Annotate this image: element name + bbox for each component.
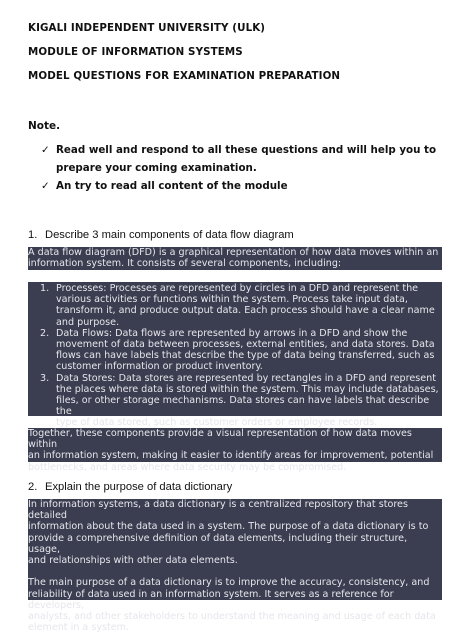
note-item-1-continuation: prepare your coming examination. xyxy=(56,162,257,174)
list-item-line: Data Flows: Data flows are represented by arrows in a DFD and show the xyxy=(56,327,408,339)
module-title: MODULE OF INFORMATION SYSTEMS xyxy=(28,46,243,58)
note-item-2-text: An try to read all content of the module xyxy=(56,180,288,192)
q2-line: provide a comprehensive definition of data elements, including their structure, usage, xyxy=(28,532,408,555)
note-item-2 xyxy=(41,180,288,192)
q1-summary-block xyxy=(28,428,442,473)
q2-line: and relationships with other data elements. xyxy=(28,555,238,567)
question-1-text: Describe 3 main components of data flow diagram xyxy=(45,229,294,241)
note-item-1 xyxy=(41,144,436,156)
q2-line: analysts, and other stakeholders to understand the meaning and usage of each data xyxy=(28,611,436,623)
list-item-line: type of data stored, such as customer orders or employee records. xyxy=(56,417,378,429)
list-item xyxy=(28,373,442,429)
check-icon: ✓ xyxy=(41,144,50,156)
q2-line: The main purpose of a data dictionary is to improve the accuracy, consistency, and xyxy=(28,577,430,589)
question-2 xyxy=(28,481,232,493)
list-item-line: movement of data between processes, external entities, and data stores. Data xyxy=(56,339,435,351)
q2-answer-block xyxy=(28,499,442,633)
question-1 xyxy=(28,229,294,241)
q1-summary-line: an information system, making it easier to identify areas for improvement, potential xyxy=(28,450,434,462)
list-item-line: Data Stores: Data stores are represented by rectangles in a DFD and represent xyxy=(56,372,436,384)
list-item-number: 1. xyxy=(40,283,50,294)
university-title: KIGALI INDEPENDENT UNIVERSITY (ULK) xyxy=(28,22,266,34)
q1-intro-line: information system. It consists of several components, including: xyxy=(28,258,342,270)
list-item-number: 3. xyxy=(40,372,50,384)
note-item-1-text: Read well and respond to all these questions and will help you to xyxy=(56,144,437,156)
q2-line: In information systems, a data dictionary is a centralized repository that stores detailed xyxy=(28,499,408,522)
exam-title: MODEL QUESTIONS FOR EXAMINATION PREPARATION xyxy=(28,70,341,82)
q2-line: information about the data used in a system. The purpose of a data dictionary is to xyxy=(28,521,429,533)
list-item-number: 2. xyxy=(40,327,50,339)
q1-summary-line: Together, these components provide a visual representation of how data moves within xyxy=(28,428,412,451)
list-item-line: Processes: Processes are represented by circles in a DFD and represent the xyxy=(56,283,419,294)
question-2-text: Explain the purpose of data dictionary xyxy=(45,481,233,493)
q1-intro-block xyxy=(28,247,442,270)
q1-components-list xyxy=(28,282,442,429)
note-heading: Note. xyxy=(28,120,61,132)
q2-line: reliability of data used in an information system. It serves as a reference for developers, xyxy=(28,588,394,611)
q2-line: element in a system. xyxy=(28,622,130,633)
q1-intro-line: A data flow diagram (DFD) is a graphical representation of how data moves within an xyxy=(28,247,439,258)
list-item xyxy=(28,328,442,373)
question-2-number: 2. xyxy=(28,481,38,493)
list-item-line: files, or other storage mechanisms. Data stores can have labels that describe the xyxy=(56,395,430,418)
q1-summary-line: bottlenecks, and areas where data security may be compromised. xyxy=(28,461,347,473)
list-item-line: and purpose. xyxy=(56,316,120,328)
paragraph-spacer xyxy=(28,566,442,577)
list-item-line: flows can have labels that describe the type of data being transferred, such as xyxy=(56,350,435,362)
list-item xyxy=(28,283,442,328)
question-1-number: 1. xyxy=(28,229,38,241)
list-item-line: various activities or functions within the system. Process take input data, xyxy=(56,294,408,306)
list-item-line: transform it, and produce output data. Each process should have a clear name xyxy=(56,305,435,317)
list-item-line: the places where data is stored within the system. This may include databases, xyxy=(56,383,439,395)
check-icon: ✓ xyxy=(41,180,50,192)
list-item-line: customer information or product inventory. xyxy=(56,361,263,373)
